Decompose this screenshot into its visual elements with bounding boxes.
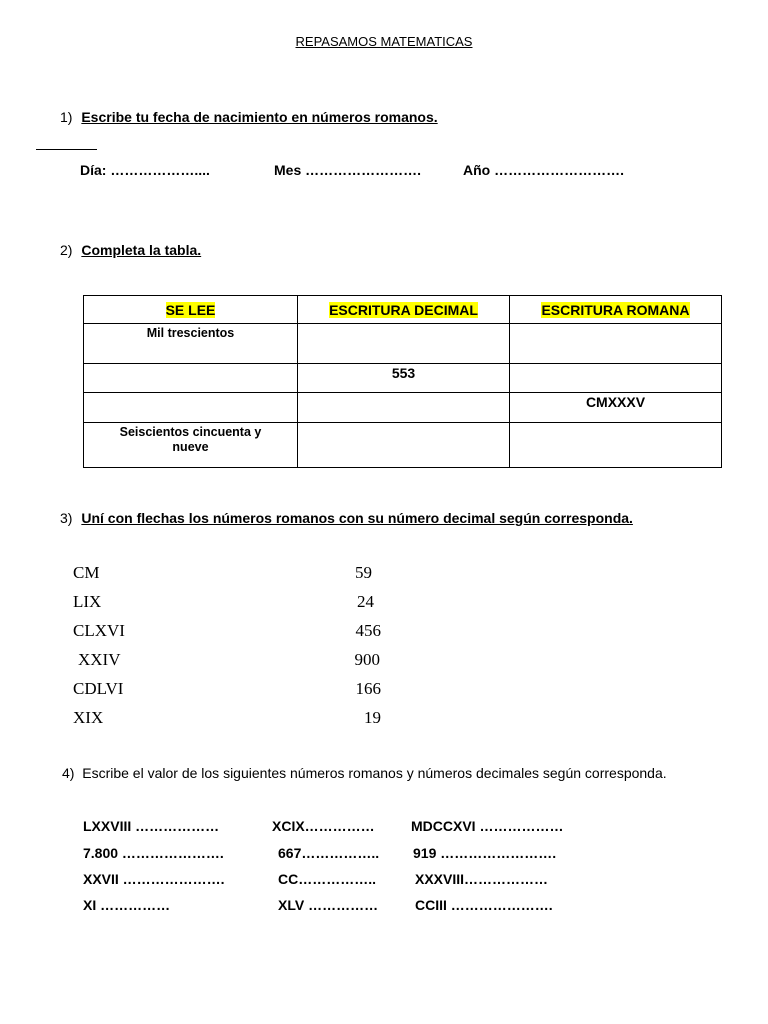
roman-item[interactable]: XXIV bbox=[78, 650, 121, 669]
table-cell-input[interactable] bbox=[510, 324, 722, 364]
day-field[interactable]: Día: ……………….... bbox=[80, 162, 210, 178]
table-row bbox=[84, 324, 722, 364]
table-cell-input[interactable] bbox=[298, 324, 510, 364]
header-escritura-decimal: ESCRITURA DECIMAL bbox=[329, 301, 478, 318]
exercise-item[interactable]: MDCCXVI ……………… bbox=[411, 818, 564, 834]
question-4-text: Escribe el valor de los siguientes números romanos y números decimales según corresponda. bbox=[82, 765, 667, 781]
table-row bbox=[84, 364, 722, 393]
exercise-item[interactable]: 667…………….. bbox=[278, 845, 380, 861]
table-cell-input[interactable] bbox=[298, 423, 510, 468]
roman-item[interactable]: LIX bbox=[73, 592, 102, 611]
roman-item[interactable]: CM bbox=[73, 563, 100, 582]
question-1 bbox=[60, 109, 438, 127]
table-cell: Seiscientos cincuenta y nueve bbox=[84, 423, 298, 468]
exercise-item[interactable]: XCIX…………… bbox=[272, 818, 375, 834]
exercise-item[interactable]: CC…………….. bbox=[278, 871, 376, 887]
exercise-item[interactable]: XI …………… bbox=[83, 897, 171, 913]
table-cell-input[interactable] bbox=[510, 364, 722, 393]
question-3 bbox=[60, 510, 633, 528]
question-3-text: Uní con flechas los números romanos con su número decimal según corresponda. bbox=[81, 510, 633, 526]
table-row bbox=[84, 393, 722, 423]
exercise-item[interactable]: 919 ……………………. bbox=[413, 845, 557, 861]
question-2-number: 2) bbox=[60, 242, 73, 258]
table-cell-input[interactable] bbox=[510, 423, 722, 468]
exercise-item[interactable]: XXXVIII……………… bbox=[415, 871, 549, 887]
exercise-item[interactable]: XLV …………… bbox=[278, 897, 379, 913]
table-cell: CMXXXV bbox=[510, 393, 722, 423]
roman-item[interactable]: CDLVI bbox=[73, 679, 124, 698]
table-cell: Mil trescientos bbox=[84, 324, 298, 364]
question-1-text: Escribe tu fecha de nacimiento en números romanos. bbox=[81, 109, 438, 125]
question-4-number: 4) bbox=[62, 765, 75, 781]
roman-item[interactable]: CLXVI bbox=[73, 621, 125, 640]
decimal-item[interactable]: 59 bbox=[355, 563, 372, 582]
year-field[interactable]: Año ………………………. bbox=[463, 162, 624, 178]
header-escritura-romana: ESCRITURA ROMANA bbox=[541, 301, 690, 318]
table-header-cell bbox=[510, 296, 722, 324]
header-se-lee: SE LEE bbox=[165, 301, 216, 318]
exercise-item[interactable]: 7.800 …………………. bbox=[83, 845, 224, 861]
table-row bbox=[84, 423, 722, 468]
question-3-number: 3) bbox=[60, 510, 73, 526]
decimal-item[interactable]: 456 bbox=[355, 621, 381, 640]
roman-item[interactable]: XIX bbox=[73, 708, 104, 727]
month-field[interactable]: Mes ……………………. bbox=[274, 162, 422, 178]
divider-line bbox=[36, 149, 97, 150]
decimal-item[interactable]: 24 bbox=[357, 592, 374, 611]
question-2 bbox=[60, 242, 201, 260]
table-header-row bbox=[84, 296, 722, 324]
decimal-item[interactable]: 166 bbox=[355, 679, 381, 698]
conversion-table bbox=[83, 295, 722, 468]
question-2-text: Completa la tabla. bbox=[81, 242, 202, 258]
table-header-cell bbox=[298, 296, 510, 324]
table-cell-input[interactable] bbox=[84, 393, 298, 423]
table-cell-input[interactable] bbox=[298, 393, 510, 423]
exercise-item[interactable]: XXVII …………………. bbox=[83, 871, 225, 887]
table-header-cell bbox=[84, 296, 298, 324]
exercise-item[interactable]: CCIII …………………. bbox=[415, 897, 553, 913]
decimal-item[interactable]: 900 bbox=[354, 650, 380, 669]
page-title: REPASAMOS MATEMATICAS bbox=[295, 34, 473, 49]
question-4 bbox=[62, 765, 667, 781]
table-cell: 553 bbox=[298, 364, 510, 393]
exercise-item[interactable]: LXXVIII ……………… bbox=[83, 818, 220, 834]
decimal-item[interactable]: 19 bbox=[364, 708, 381, 727]
table-cell-input[interactable] bbox=[84, 364, 298, 393]
question-1-number: 1) bbox=[60, 109, 73, 125]
